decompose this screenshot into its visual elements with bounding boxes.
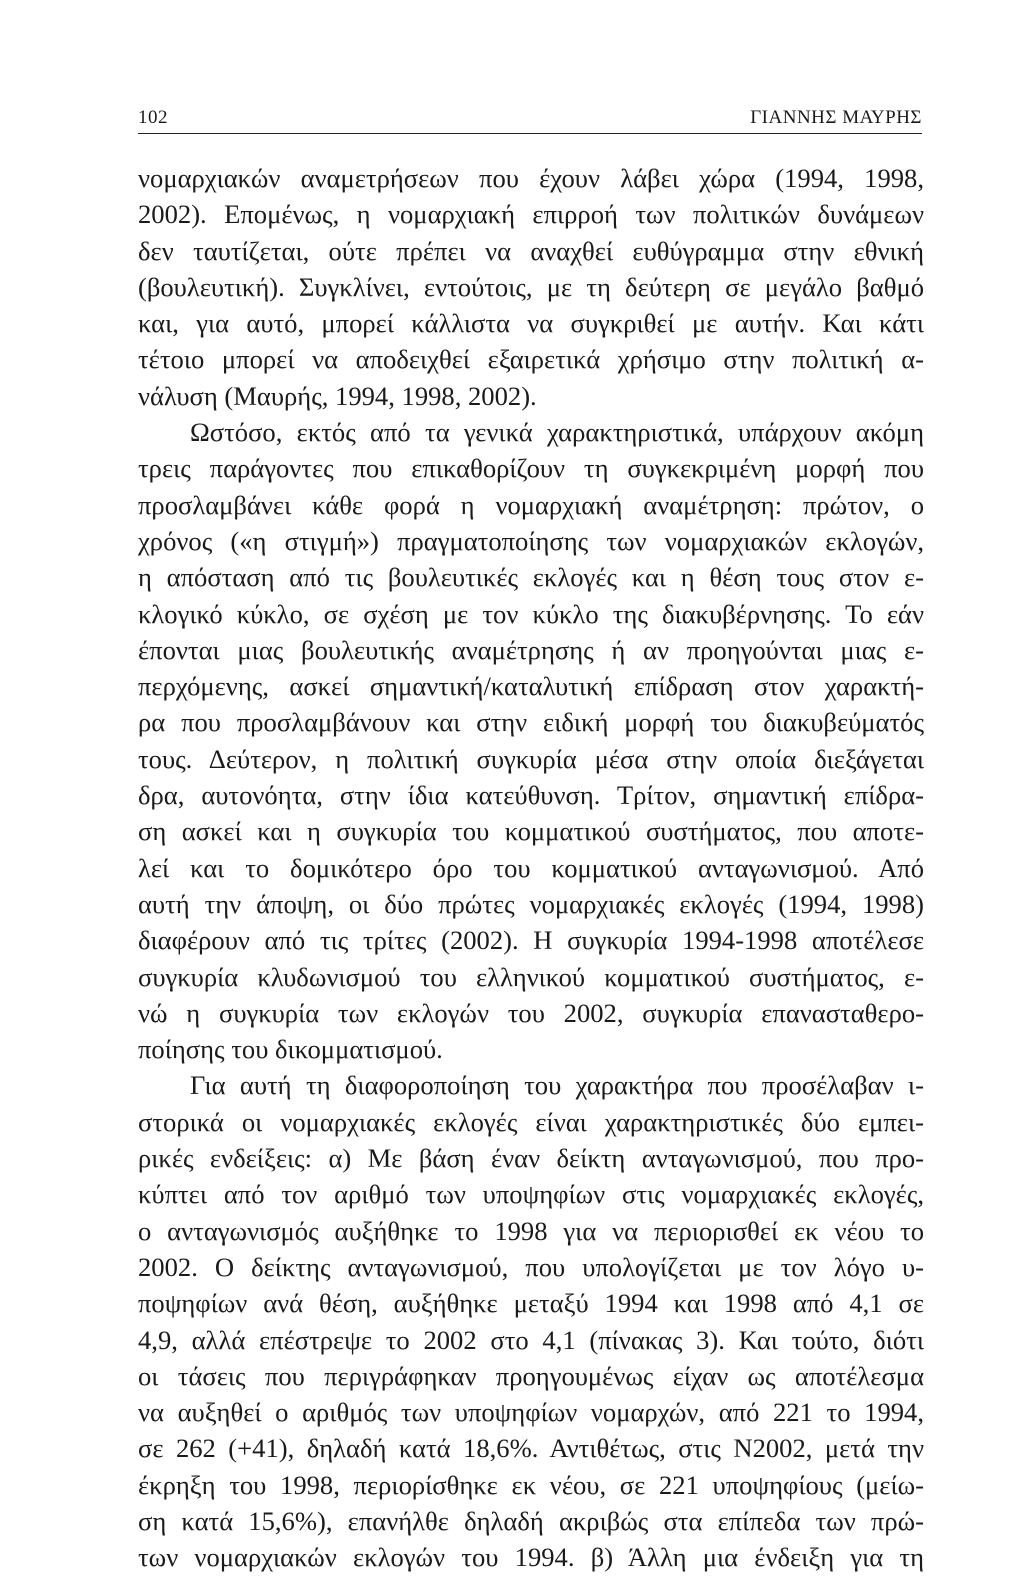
- running-header: [138, 104, 922, 134]
- text-line: αυτή την άποψη, οι δύο πρώτες νομαρχιακές εκλογές (1994, 1998): [138, 888, 924, 919]
- text-line: ση ασκεί και η συγκυρία του κομματικού συστήματος, που αποτε-: [138, 816, 924, 847]
- text-line: νώ η συγκυρία των εκλογών του 2002, συγκυρία επανασταθερο-: [138, 997, 924, 1028]
- text-line: να αυξηθεί ο αριθμός των υποψηφίων νομαρχών, από 221 το 1994,: [138, 1397, 924, 1428]
- text-line: Για αυτή τη διαφοροποίηση του χαρακτήρα που προσέλαβαν ι-: [190, 1070, 924, 1101]
- text-line: οι τάσεις που περιγράφηκαν προηγουμένως είχαν ως αποτέλεσμα: [138, 1360, 924, 1391]
- text-line: δρα, αυτονόητα, στην ίδια κατεύθυνση. Τρίτον, σημαντική επίδρα-: [138, 780, 924, 811]
- text-line: χρόνος («η στιγμή») πραγματοποίησης των νομαρχιακών εκλογών,: [138, 525, 924, 556]
- text-line: κλογικό κύκλο, σε σχέση με τον κύκλο της διακυβέρνησης. Το εάν: [138, 598, 924, 629]
- text-line: στορικά οι νομαρχιακές εκλογές είναι χαρακτηριστικές δύο εμπει-: [138, 1106, 924, 1137]
- text-line: λεί και το δομικότερο όρο του κομματικού ανταγωνισμού. Από: [138, 852, 924, 883]
- text-line: και, για αυτό, μπορεί κάλλιστα να συγκριθεί με αυτήν. Και κάτι: [138, 308, 924, 339]
- text-line: Ωστόσο, εκτός από τα γενικά χαρακτηριστικά, υπάρχουν ακόμη: [190, 417, 924, 448]
- text-line: συγκυρία κλυδωνισμού του ελληνικού κομματικού συστήματος, ε-: [138, 961, 924, 992]
- running-head-author: ΓΙΑΝΝΗΣ ΜΑΥΡΗΣ: [750, 107, 922, 128]
- text-line: ση κατά 15,6%), επανήλθε δηλαδή ακριβώς στα επίπεδα των πρώ-: [138, 1505, 924, 1536]
- text-line: ποίησης του δικομματισμού.: [138, 1034, 443, 1065]
- text-line: δεν ταυτίζεται, ούτε πρέπει να αναχθεί ευθύγραμμα στην εθνική: [138, 235, 924, 266]
- text-line: προσλαμβάνει κάθε φορά η νομαρχιακή αναμέτρηση: πρώτον, ο: [138, 489, 924, 520]
- text-line: η απόσταση από τις βουλευτικές εκλογές και η θέση τους στον ε-: [138, 562, 924, 593]
- text-line: τους. Δεύτερον, η πολιτική συγκυρία μέσα στην οποία διεξάγεται: [138, 743, 924, 774]
- text-line: ποψηφίων ανά θέση, αυξήθηκε μεταξύ 1994 και 1998 από 4,1 σε: [138, 1288, 924, 1319]
- text-line: 2002. Ο δείκτης ανταγωνισμού, που υπολογίζεται με τον λόγο υ-: [138, 1251, 924, 1282]
- text-line: ο ανταγωνισμός αυξήθηκε το 1998 για να περιορισθεί εκ νέου το: [138, 1215, 924, 1246]
- body-text: [138, 160, 924, 1576]
- text-line: 4,9, αλλά επέστρεψε το 2002 στο 4,1 (πίνακας 3). Και τούτο, διότι: [138, 1324, 924, 1355]
- text-line: τρεις παράγοντες που επικαθορίζουν τη συγκεκριμένη μορφή που: [138, 453, 924, 484]
- text-line: σε 262 (+41), δηλαδή κατά 18,6%. Αντιθέτως, στις Ν2002, μετά την: [138, 1433, 924, 1464]
- text-line: νομαρχιακών αναμετρήσεων που έχουν λάβει χώρα (1994, 1998,: [138, 163, 924, 193]
- text-line: (βουλευτική). Συγκλίνει, εντούτοις, με τη δεύτερη σε μεγάλο βαθμό: [138, 271, 924, 302]
- text-line: κύπτει από τον αριθμό των υποψηφίων στις νομαρχιακές εκλογές,: [138, 1179, 924, 1210]
- text-line: νάλυση (Μαυρής, 1994, 1998, 2002).: [138, 380, 537, 411]
- text-line: έπονται μιας βουλευτικής αναμέτρησης ή αν προηγούνται μιας ε-: [138, 634, 924, 665]
- text-line: ρικές ενδείξεις: α) Με βάση έναν δείκτη ανταγωνισμού, που προ-: [138, 1143, 924, 1174]
- text-line: των νομαρχιακών εκλογών του 1994. β) Άλλη μια ένδειξη για τη: [138, 1542, 924, 1573]
- text-line: περχόμενης, ασκεί σημαντική/καταλυτική επίδραση στον χαρακτή-: [138, 671, 924, 702]
- text-line: διαφέρουν από τις τρίτες (2002). Η συγκυρία 1994-1998 αποτέλεσε: [138, 925, 924, 956]
- text-line: ρα που προσλαμβάνουν και στην ειδική μορφή του διακυβεύματός: [138, 707, 924, 738]
- text-line: έκρηξη του 1998, περιορίσθηκε εκ νέου, σε 221 υποψηφίους (μείω-: [138, 1469, 924, 1500]
- text-line: 2002). Επομένως, η νομαρχιακή επιρροή των πολιτικών δυνάμεων: [138, 199, 924, 230]
- text-line: τέτοιο μπορεί να αποδειχθεί εξαιρετικά χρήσιμο στην πολιτική α-: [138, 344, 924, 375]
- page-number: 102: [138, 107, 168, 128]
